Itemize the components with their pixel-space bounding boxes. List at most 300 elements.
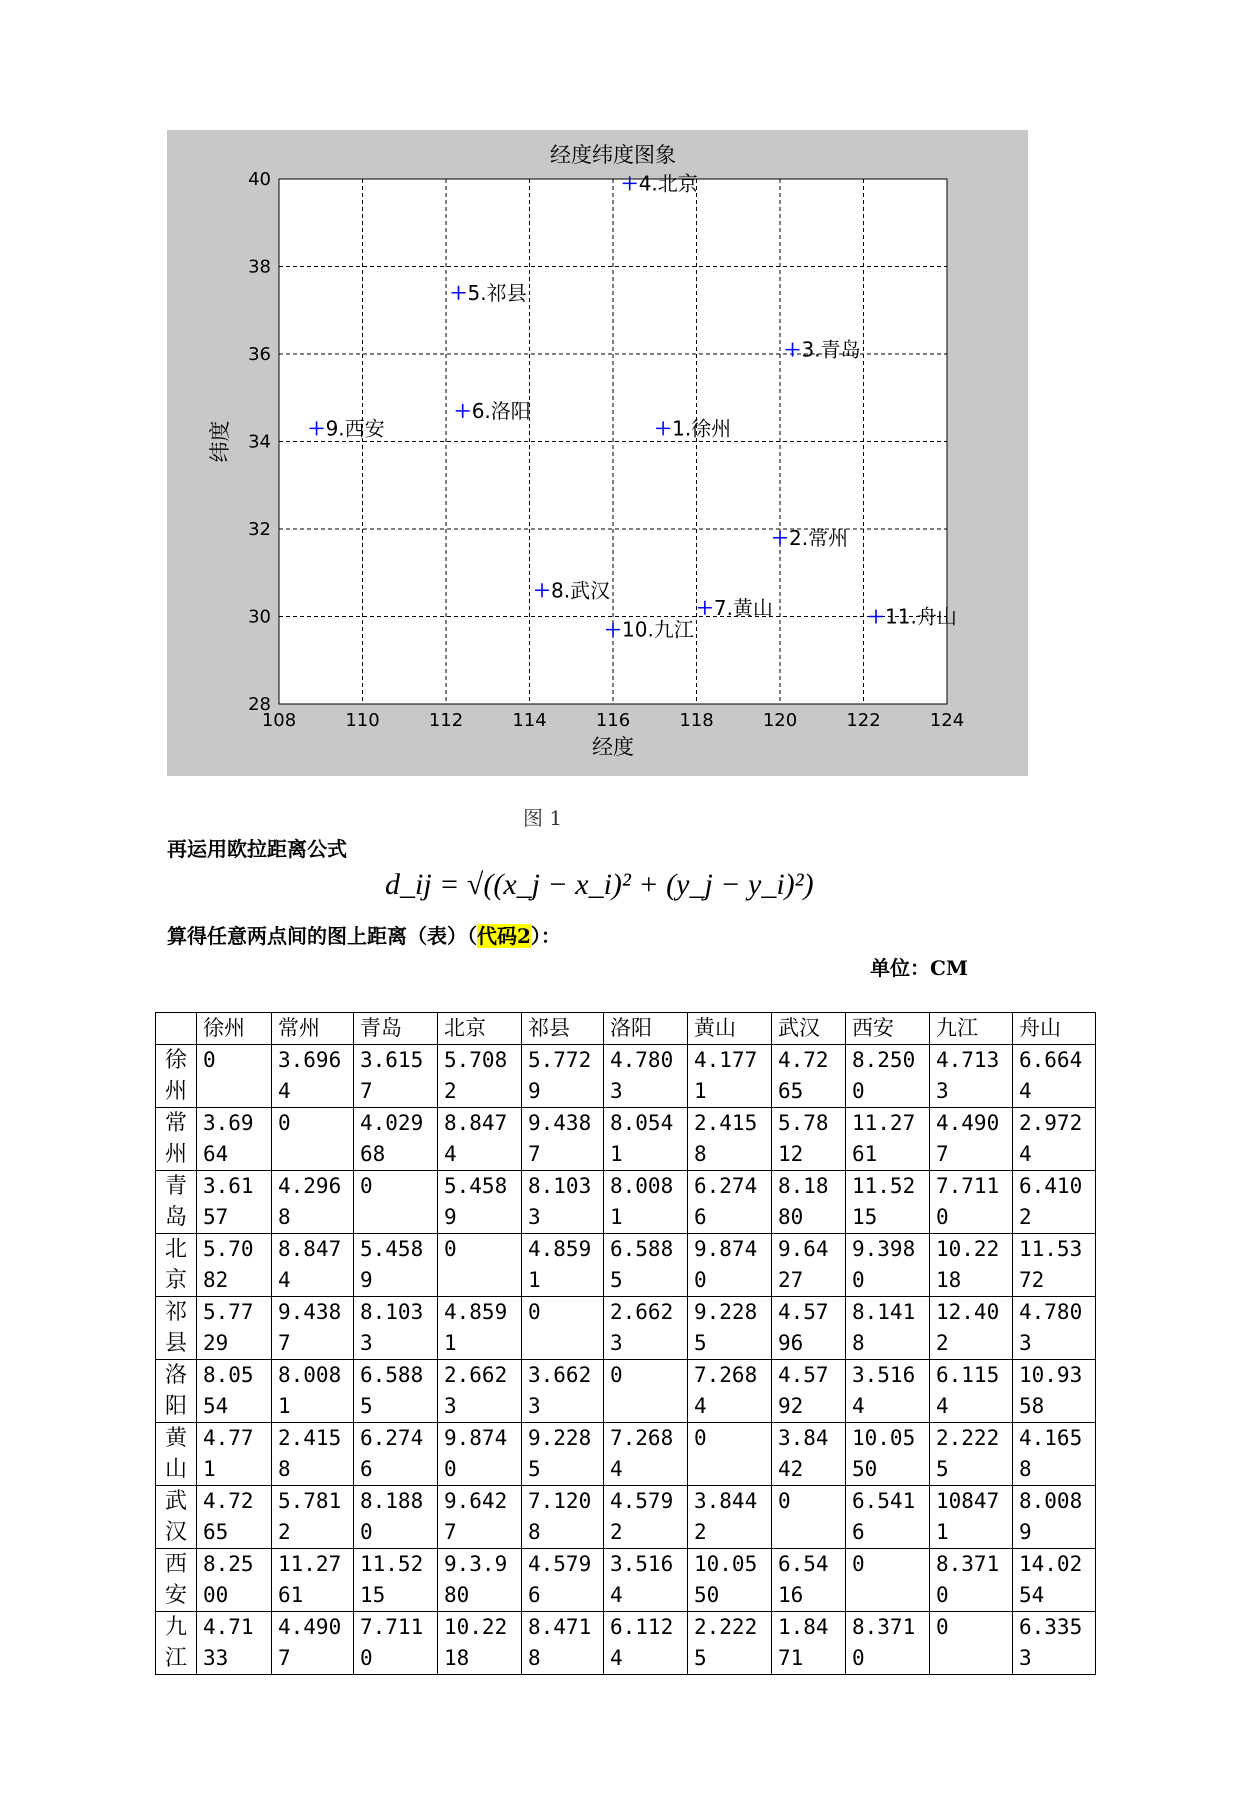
distance-cell (1013, 1486, 1096, 1549)
row-header (156, 1297, 197, 1360)
row-header (156, 1234, 197, 1297)
distance-value: 3.6157 (203, 1174, 254, 1229)
distance-value: 0 (610, 1363, 623, 1387)
data-point-label: 5.祁县 (467, 280, 527, 305)
distance-cell (930, 1360, 1013, 1423)
distance-cell (930, 1612, 1013, 1675)
distance-value: 9.3980 (852, 1237, 916, 1292)
distance-value: 11.5215 (360, 1552, 424, 1607)
chart-title: 经度纬度图象 (550, 143, 676, 167)
x-axis-label: 经度 (592, 735, 634, 759)
distance-value: 14.0254 (1019, 1552, 1083, 1607)
row-header (156, 1108, 197, 1171)
distance-cell (354, 1612, 438, 1675)
distance-value: 4.5796 (528, 1552, 592, 1607)
distance-value: 0 (852, 1552, 865, 1576)
distance-value: 3.8442 (778, 1426, 829, 1481)
distance-cell (930, 1297, 1013, 1360)
distance-cell (1013, 1360, 1096, 1423)
distance-value: 6.1124 (610, 1615, 674, 1670)
distance-cell (522, 1234, 604, 1297)
distance-value: 4.2968 (278, 1174, 342, 1229)
unit-label: 单位：CM (870, 956, 969, 980)
y-tick-label: 28 (248, 694, 271, 715)
result-label: 算得任意两点间的图上距离（表）（ (167, 924, 477, 948)
distance-cell (688, 1234, 772, 1297)
x-tick-label: 118 (679, 710, 714, 731)
x-tick-label: 116 (595, 710, 631, 731)
distance-cell (846, 1108, 930, 1171)
distance-cell (272, 1423, 354, 1486)
distance-value: 5.7812 (778, 1111, 829, 1166)
distance-cell (438, 1297, 522, 1360)
table-row (156, 1549, 1096, 1612)
distance-cell (522, 1108, 604, 1171)
distance-value: 8.2500 (203, 1552, 254, 1607)
distance-cell (688, 1612, 772, 1675)
y-tick-label: 38 (248, 256, 271, 278)
distance-cell (772, 1486, 846, 1549)
distance-cell (272, 1612, 354, 1675)
x-tick-label: 112 (428, 710, 464, 731)
distance-value: 108471 (936, 1489, 1000, 1544)
distance-cell (604, 1360, 688, 1423)
distance-value: 5.7812 (278, 1489, 342, 1544)
distance-value: 4.5796 (778, 1300, 829, 1355)
column-header: 黄山 (688, 1013, 772, 1045)
distance-cell (604, 1486, 688, 1549)
row-header (156, 1612, 197, 1675)
distance-value: 2.2225 (936, 1426, 1000, 1481)
distance-cell (438, 1360, 522, 1423)
table-row (156, 1486, 1096, 1549)
distance-value: 8.8474 (278, 1237, 342, 1292)
distance-value: 5.7082 (203, 1237, 254, 1292)
y-tick-label: 34 (248, 431, 271, 453)
column-header: 洛阳 (604, 1013, 688, 1045)
distance-cell (197, 1171, 272, 1234)
distance-value: 6.5885 (360, 1363, 424, 1418)
distance-value: 3.8442 (694, 1489, 758, 1544)
distance-value: 8.4718 (528, 1615, 592, 1670)
distance-value: 4.7803 (1019, 1300, 1083, 1355)
distance-cell (772, 1171, 846, 1234)
code-reference: 代码2 (477, 924, 531, 948)
data-point-label: 9.西安 (325, 416, 385, 441)
distance-cell (688, 1045, 772, 1108)
table-row (156, 1612, 1096, 1675)
distance-value: 7.7110 (360, 1615, 424, 1670)
distance-cell (688, 1108, 772, 1171)
column-header: 舟山 (1013, 1013, 1096, 1045)
distance-cell (688, 1360, 772, 1423)
distance-cell (522, 1045, 604, 1108)
distance-cell (846, 1360, 930, 1423)
distance-value: 7.7110 (936, 1174, 1000, 1229)
distance-value: 5.7082 (444, 1048, 508, 1103)
data-point-label: 7.黄山 (713, 595, 773, 620)
distance-value: 3.6623 (528, 1363, 592, 1418)
distance-value: 0 (694, 1426, 707, 1450)
distance-cell (272, 1486, 354, 1549)
distance-cell (197, 1045, 272, 1108)
distance-cell (438, 1171, 522, 1234)
distance-value: 8.2500 (852, 1048, 916, 1103)
row-header (156, 1360, 197, 1423)
table-row (156, 1234, 1096, 1297)
distance-value: 8.1033 (528, 1174, 592, 1229)
column-header: 武汉 (772, 1013, 846, 1045)
distance-value: 7.2684 (610, 1426, 674, 1481)
distance-value: 2.6623 (444, 1363, 508, 1418)
distance-value: 4.5792 (778, 1363, 829, 1418)
row-header-label: 青岛 (164, 1174, 187, 1230)
y-tick-label: 32 (248, 519, 271, 540)
table-row (156, 1297, 1096, 1360)
intro-text: 再运用欧拉距离公式 (167, 837, 347, 861)
distance-cell (772, 1423, 846, 1486)
distance-value: 6.3353 (1019, 1615, 1083, 1670)
row-header-label: 北京 (164, 1237, 187, 1293)
distance-cell (438, 1108, 522, 1171)
data-point-label: 11.舟山 (885, 604, 957, 629)
distance-cell (688, 1549, 772, 1612)
distance-value: 11.2761 (852, 1111, 916, 1166)
result-text (167, 920, 561, 949)
distance-value: 9.8740 (444, 1426, 508, 1481)
distance-value: 0 (444, 1237, 457, 1261)
distance-value: 4.4907 (936, 1111, 1000, 1166)
distance-value: 6.4102 (1019, 1174, 1083, 1229)
row-header (156, 1171, 197, 1234)
distance-cell (272, 1171, 354, 1234)
distance-cell (1013, 1549, 1096, 1612)
distance-cell (272, 1234, 354, 1297)
table-row (156, 1171, 1096, 1234)
distance-value: 0 (203, 1048, 216, 1072)
distance-value: 8.0541 (610, 1111, 674, 1166)
distance-value: 9.3.980 (444, 1552, 508, 1607)
distance-value: 8.3710 (852, 1615, 916, 1670)
distance-value: 6.2746 (360, 1426, 424, 1481)
column-header: 北京 (438, 1013, 522, 1045)
distance-cell (772, 1549, 846, 1612)
distance-cell (604, 1423, 688, 1486)
distance-cell (930, 1486, 1013, 1549)
distance-value: 2.2225 (694, 1615, 758, 1670)
distance-value: 0 (360, 1174, 373, 1198)
row-header-label: 九江 (164, 1615, 187, 1671)
table-row (156, 1423, 1096, 1486)
distance-value: 4.7265 (778, 1048, 829, 1103)
distance-value: 3.6964 (278, 1048, 342, 1103)
x-tick-label: 110 (345, 710, 380, 731)
table-row (156, 1108, 1096, 1171)
distance-value: 10.0550 (694, 1552, 758, 1607)
distance-value: 2.4158 (694, 1111, 758, 1166)
distance-value: 8.3710 (936, 1552, 1000, 1607)
row-header (156, 1045, 197, 1108)
distance-cell (438, 1486, 522, 1549)
distance-value: 6.6644 (1019, 1048, 1083, 1103)
x-tick-label: 120 (762, 710, 798, 731)
column-header: 西安 (846, 1013, 930, 1045)
distance-cell (354, 1045, 438, 1108)
distance-cell (772, 1297, 846, 1360)
y-tick-label: 40 (248, 169, 271, 190)
distance-cell (522, 1612, 604, 1675)
distance-value: 5.7729 (528, 1048, 592, 1103)
x-tick-label: 122 (846, 710, 881, 731)
x-tick-label: 124 (929, 710, 965, 731)
distance-value: 0 (778, 1489, 791, 1513)
distance-cell (604, 1297, 688, 1360)
distance-cell (354, 1486, 438, 1549)
distance-cell (688, 1297, 772, 1360)
row-header (156, 1486, 197, 1549)
distance-cell (354, 1108, 438, 1171)
distance-value: 1.8471 (778, 1615, 829, 1670)
distance-cell (438, 1612, 522, 1675)
distance-cell (197, 1486, 272, 1549)
distance-value: 8.1033 (360, 1300, 424, 1355)
distance-value: 8.0081 (610, 1174, 674, 1229)
lon-lat-chart (167, 130, 1028, 776)
row-header (156, 1549, 197, 1612)
distance-value: 5.7729 (203, 1300, 254, 1355)
distance-cell (604, 1612, 688, 1675)
distance-cell (354, 1360, 438, 1423)
distance-value: 4.7803 (610, 1048, 674, 1103)
distance-cell (846, 1171, 930, 1234)
distance-value: 6.5416 (852, 1489, 916, 1544)
distance-cell (1013, 1423, 1096, 1486)
distance-value: 2.6623 (610, 1300, 674, 1355)
distance-value: 4.1658 (1019, 1426, 1083, 1481)
x-tick-label: 114 (512, 710, 547, 731)
distance-value: 9.4387 (528, 1111, 592, 1166)
distance-cell (272, 1045, 354, 1108)
distance-value: 8.8474 (444, 1111, 508, 1166)
distance-value: 4.4907 (278, 1615, 342, 1670)
distance-cell (846, 1612, 930, 1675)
row-header-label: 武汉 (164, 1489, 187, 1545)
distance-value: 4.7265 (203, 1489, 254, 1544)
distance-value: 5.4589 (360, 1237, 424, 1292)
distance-cell (1013, 1297, 1096, 1360)
corner-cell (156, 1013, 197, 1045)
distance-cell (688, 1423, 772, 1486)
distance-value: 2.9724 (1019, 1111, 1083, 1166)
data-point-label: 4.北京 (638, 171, 698, 196)
distance-cell (846, 1234, 930, 1297)
distance-cell (846, 1486, 930, 1549)
distance-cell (1013, 1234, 1096, 1297)
distance-cell (522, 1423, 604, 1486)
distance-cell (772, 1045, 846, 1108)
distance-value: 9.2285 (694, 1300, 758, 1355)
distance-cell (930, 1045, 1013, 1108)
y-tick-label: 30 (248, 606, 271, 628)
distance-value: 7.1208 (528, 1489, 592, 1544)
distance-value: 9.4387 (278, 1300, 342, 1355)
y-tick-label: 36 (248, 344, 271, 365)
distance-value: 9.6427 (778, 1237, 829, 1292)
distance-cell (197, 1423, 272, 1486)
distance-value: 10.9358 (1019, 1363, 1083, 1418)
distance-cell (604, 1108, 688, 1171)
distance-value: 8.0554 (203, 1363, 254, 1418)
distance-table (155, 1012, 1096, 1675)
distance-value: 7.2684 (694, 1363, 758, 1418)
distance-value: 10.2218 (444, 1615, 508, 1670)
distance-cell (1013, 1171, 1096, 1234)
distance-value: 2.4158 (278, 1426, 342, 1481)
distance-cell (522, 1486, 604, 1549)
distance-cell (846, 1297, 930, 1360)
distance-value: 8.0081 (278, 1363, 342, 1418)
distance-value: 12.402 (936, 1300, 1000, 1355)
data-point-label: 6.洛阳 (471, 398, 531, 423)
row-header (156, 1423, 197, 1486)
column-header: 青岛 (354, 1013, 438, 1045)
distance-value: 4.8591 (444, 1300, 508, 1355)
distance-value: 9.6427 (444, 1489, 508, 1544)
distance-value: 10.2218 (936, 1237, 1000, 1292)
distance-value: 6.5416 (778, 1552, 829, 1607)
distance-cell (197, 1612, 272, 1675)
distance-cell (688, 1171, 772, 1234)
distance-value: 10.0550 (852, 1426, 916, 1481)
distance-cell (772, 1108, 846, 1171)
column-header: 常州 (272, 1013, 354, 1045)
data-point-label: 3.青岛 (801, 337, 861, 362)
distance-cell (772, 1612, 846, 1675)
distance-value: 11.5215 (852, 1174, 916, 1229)
distance-value: 3.5164 (610, 1552, 674, 1607)
distance-value: 11.2761 (278, 1552, 342, 1607)
distance-value: 6.2746 (694, 1174, 758, 1229)
column-header: 九江 (930, 1013, 1013, 1045)
distance-cell (272, 1360, 354, 1423)
distance-value: 8.1880 (778, 1174, 829, 1229)
distance-value: 3.6157 (360, 1048, 424, 1103)
distance-value: 11.5372 (1019, 1237, 1083, 1292)
row-header-label: 黄山 (164, 1426, 187, 1482)
header-row (156, 1013, 1096, 1045)
distance-cell (438, 1045, 522, 1108)
distance-cell (1013, 1612, 1096, 1675)
data-point-label: 8.武汉 (551, 578, 611, 603)
distance-formula: d_ij = √((x_j − x_i)² + (y_j − y_i)²) (385, 868, 814, 901)
distance-cell (846, 1423, 930, 1486)
x-tick-label: 108 (261, 710, 297, 731)
distance-cell (604, 1045, 688, 1108)
distance-cell (604, 1234, 688, 1297)
distance-cell (772, 1360, 846, 1423)
distance-value: 8.0089 (1019, 1489, 1083, 1544)
data-point-label: 2.常州 (789, 525, 849, 550)
y-axis-label: 纬度 (208, 420, 232, 463)
distance-value: 4.1771 (694, 1048, 758, 1103)
distance-value: 0 (278, 1111, 291, 1135)
distance-cell (604, 1171, 688, 1234)
distance-cell (522, 1360, 604, 1423)
row-header-label: 徐州 (164, 1048, 187, 1104)
distance-cell (197, 1108, 272, 1171)
distance-value: 9.8740 (694, 1237, 758, 1292)
distance-cell (354, 1549, 438, 1612)
row-header-label: 常州 (164, 1111, 187, 1167)
distance-cell (846, 1549, 930, 1612)
distance-value: 0 (936, 1615, 949, 1639)
distance-value: 0 (528, 1300, 541, 1324)
distance-value: 8.1880 (360, 1489, 424, 1544)
distance-cell (846, 1045, 930, 1108)
table-row (156, 1360, 1096, 1423)
distance-cell (930, 1108, 1013, 1171)
distance-value: 9.2285 (528, 1426, 592, 1481)
distance-cell (438, 1549, 522, 1612)
distance-value: 6.1154 (936, 1363, 1000, 1418)
distance-value: 3.6964 (203, 1111, 254, 1166)
distance-value: 4.02968 (360, 1111, 424, 1166)
distance-value: 8.1418 (852, 1300, 916, 1355)
result-end: ）： (530, 924, 561, 948)
distance-cell (197, 1360, 272, 1423)
distance-cell (272, 1549, 354, 1612)
distance-cell (1013, 1045, 1096, 1108)
distance-cell (930, 1171, 1013, 1234)
distance-cell (522, 1297, 604, 1360)
distance-cell (522, 1171, 604, 1234)
distance-cell (197, 1297, 272, 1360)
distance-cell (354, 1234, 438, 1297)
distance-cell (272, 1297, 354, 1360)
distance-cell (354, 1171, 438, 1234)
row-header-label: 祁县 (164, 1300, 187, 1356)
distance-cell (272, 1108, 354, 1171)
distance-value: 4.771 (203, 1426, 254, 1481)
distance-cell (604, 1549, 688, 1612)
distance-value: 4.7133 (203, 1615, 254, 1670)
distance-cell (354, 1423, 438, 1486)
distance-value: 5.4589 (444, 1174, 508, 1229)
table-row (156, 1045, 1096, 1108)
distance-cell (930, 1234, 1013, 1297)
distance-cell (930, 1549, 1013, 1612)
distance-cell (772, 1234, 846, 1297)
data-point-label: 10.九江 (622, 617, 694, 642)
row-header-label: 洛阳 (164, 1363, 187, 1419)
distance-cell (438, 1234, 522, 1297)
distance-value: 3.5164 (852, 1363, 916, 1418)
distance-value: 6.5885 (610, 1237, 674, 1292)
figure-caption: 图 1 (523, 806, 563, 830)
distance-cell (197, 1549, 272, 1612)
scatter-plot (167, 130, 1028, 776)
distance-cell (438, 1423, 522, 1486)
column-header: 徐州 (197, 1013, 272, 1045)
distance-cell (522, 1549, 604, 1612)
distance-value: 4.8591 (528, 1237, 592, 1292)
distance-value: 4.7133 (936, 1048, 1000, 1103)
distance-cell (930, 1423, 1013, 1486)
data-point-label: 1.徐州 (672, 416, 732, 441)
column-header: 祁县 (522, 1013, 604, 1045)
distance-cell (688, 1486, 772, 1549)
distance-cell (197, 1234, 272, 1297)
